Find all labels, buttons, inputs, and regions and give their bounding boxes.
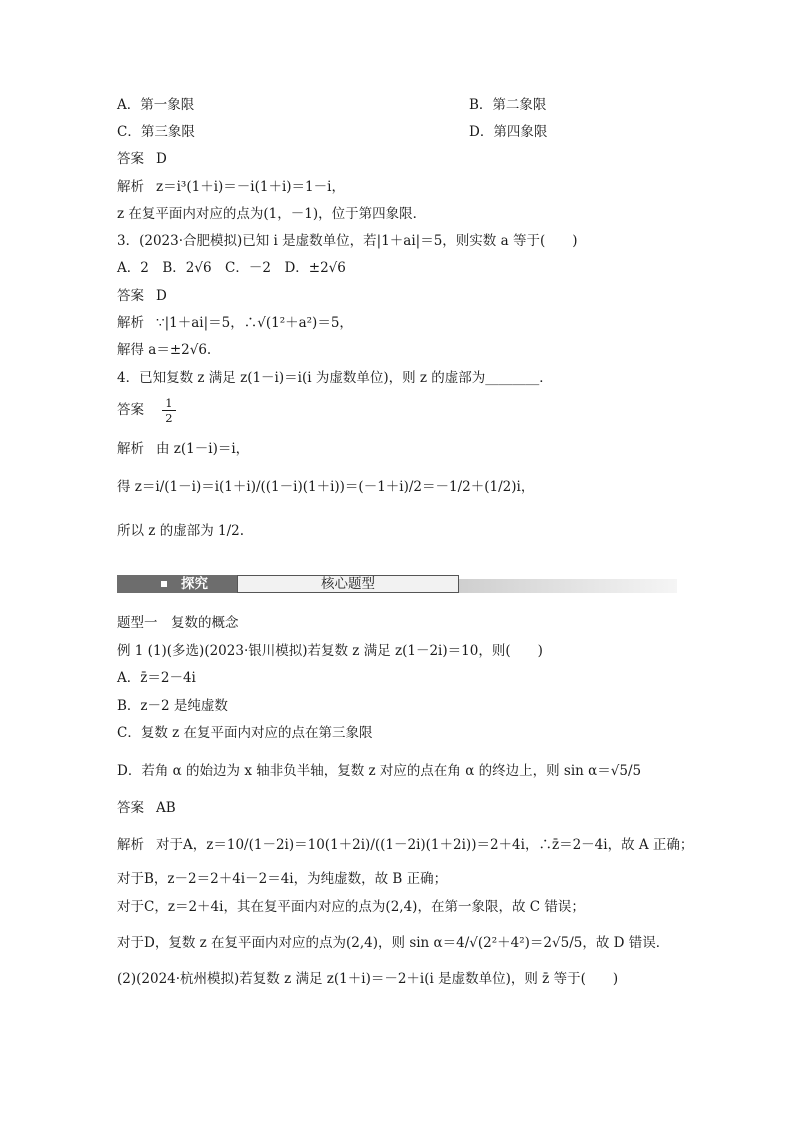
analysis-text: z＝i³(1＋i)＝－i(1＋i)＝1－i， [156,179,345,195]
analysis-line: 对于B，z－2＝2＋4i－2＝4i，为纯虚数，故 B 正确； [117,871,448,887]
analysis-line: 对于D，复数 z 在复平面内对应的点为(2,4)，则 sin α＝4/√(2²＋4²)＝2√5/5，故 D 错误． [117,935,670,951]
option-c: C．复数 z 在复平面内对应的点在第三象限 [117,725,373,741]
option-d: D．第四象限 [469,124,548,140]
analysis-line [117,205,426,223]
analysis-text: 对于A，z＝10/(1－2i)＝10(1＋2i)/((1－2i)(1＋2i))＝2＋4i，∴z̄＝2－4i，故 A 正确； [156,837,694,853]
banner-title: 核心题型 [321,576,375,592]
answer-label: 答案 [117,800,144,816]
analysis-line [117,440,249,458]
analysis-line: 解得 a＝±2√6. [117,342,212,358]
banner-title-box [237,575,459,593]
option-b: B．z－2 是纯虚数 [117,698,228,714]
section-banner [117,575,677,593]
answer-line [117,799,176,817]
analysis-label: 解析 [117,315,144,331]
analysis-line [117,314,353,332]
question-3-options: A．2 B．2√6 C．－2 D．±2√6 [117,260,346,276]
analysis-label: 解析 [117,837,144,853]
example-1-part-2-stem: (2)(2024·杭州模拟)若复数 z 满足 z(1＋i)＝－2＋i(i 是虚数单位)，则 z̄ 等于( ) [117,971,619,987]
analysis-line: 对于C，z＝2＋4i，其在复平面内对应的点为(2,4)，在第一象限，故 C 错误； [117,899,585,915]
answer-value: D [156,151,167,167]
answer-line [117,150,167,168]
answer-fraction [162,396,175,425]
option-a: A．第一象限 [117,97,195,113]
analysis-text: 由 z(1－i)＝i， [156,441,250,457]
banner-gradient-bar [459,579,677,593]
analysis-text: ∵|1＋ai|＝5，∴√(1²＋a²)＝5， [156,315,353,331]
section-title: 题型一 复数的概念 [117,615,239,631]
analysis-line: 所以 z 的虚部为 1/2. [117,523,245,539]
banner-dark-tab [117,575,237,593]
analysis-label: 解析 [117,179,144,195]
square-bullet-icon [161,581,167,587]
analysis-text: z 在复平面内对应的点为(1，－1)，位于第四象限． [117,206,427,222]
answer-label: 答案 [117,151,144,167]
fraction-numerator: 1 [162,396,175,411]
answer-label: 答案 [117,402,144,418]
option-b: B．第二象限 [469,97,547,113]
analysis-line [117,836,693,854]
option-row [117,123,548,141]
analysis-line: 得 z＝i/(1－i)＝i(1＋i)/((1－i)(1＋i))＝(－1＋i)/2＝－1/2＋(1/2)i， [117,479,535,495]
fraction-denominator: 2 [165,411,173,425]
answer-line [117,396,178,425]
question-4-stem: 4．已知复数 z 满足 z(1－i)＝i(i 为虚数单位)，则 z 的虚部为________． [117,370,553,386]
answer-value: D [156,288,167,304]
analysis-label: 解析 [117,441,144,457]
option-c: C．第三象限 [117,124,195,140]
example-1-stem: 例 1 (1)(多选)(2023·银川模拟)若复数 z 满足 z(1－2i)＝10，则( ) [117,643,543,659]
option-a: A．z̄＝2－4i [117,670,196,686]
banner-left-label: 探究 [181,576,208,592]
answer-value: AB [156,800,176,816]
question-3-stem: 3．(2023·合肥模拟)已知 i 是虚数单位，若|1＋ai|＝5，则实数 a 等于( ) [117,233,578,249]
option-d: D．若角 α 的始边为 x 轴非负半轴，复数 z 对应的点在角 α 的终边上，则 sin α＝√5/5 [117,763,642,779]
answer-label: 答案 [117,288,144,304]
option-row [117,96,547,114]
analysis-line [117,178,345,196]
answer-line [117,287,167,305]
